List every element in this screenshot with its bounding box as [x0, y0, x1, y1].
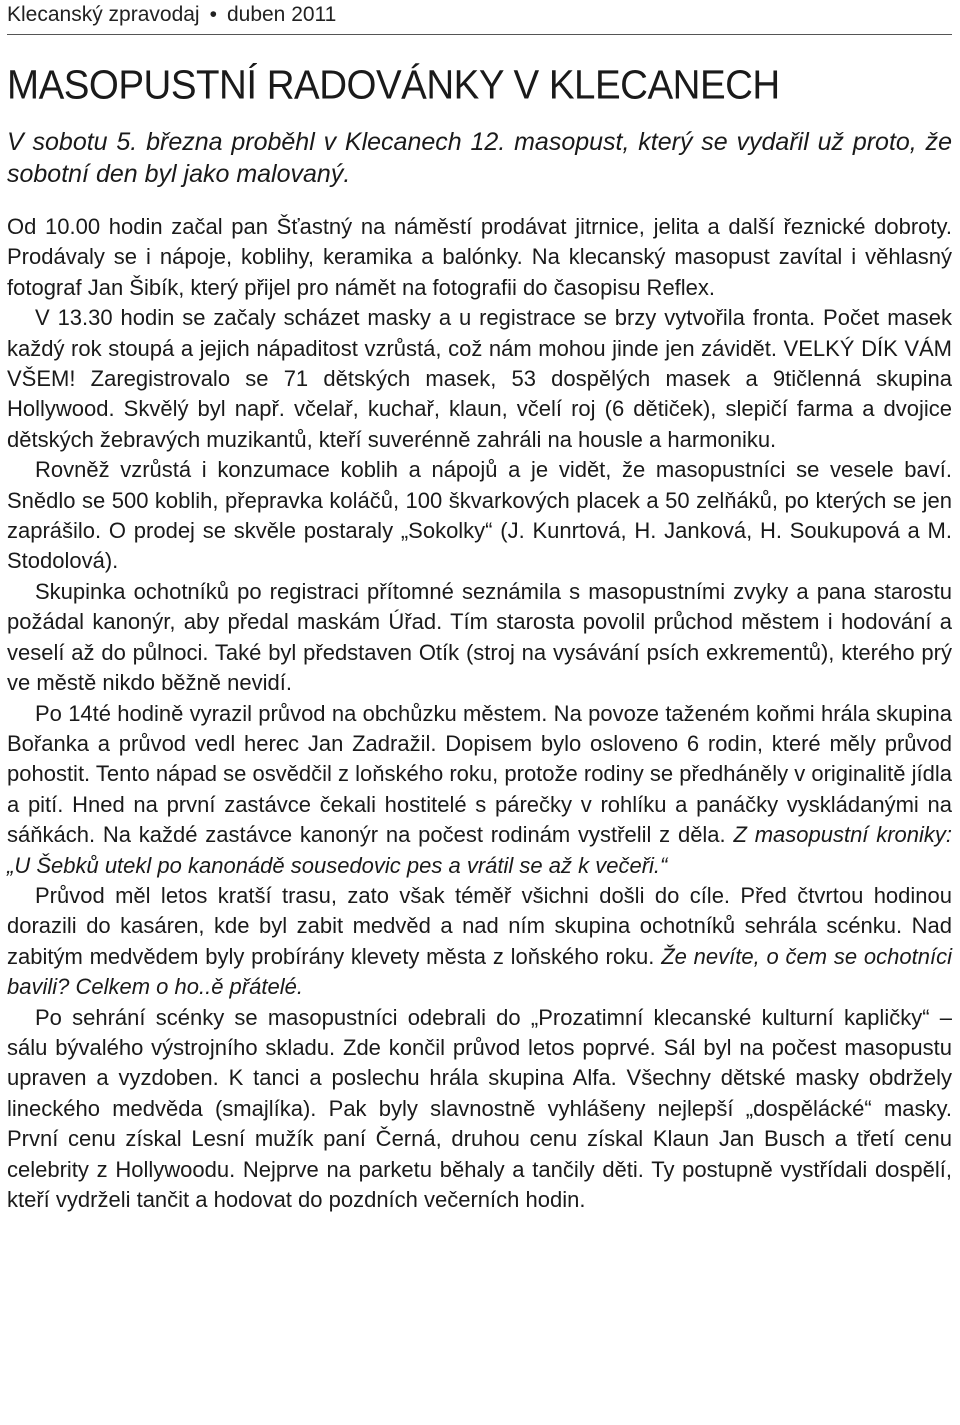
- article-lead: V sobotu 5. března proběhl v Klecanech 12. masopust, který se vydařil už proto, že sobotní den byl jako malovaný.: [7, 128, 952, 188]
- chronicle-quote: Z masopustní kroniky: „U Šebků utekl po kanonádě sousedovic pes a vrátil se až k večeři.“: [7, 822, 953, 878]
- running-header: [7, 0, 952, 35]
- paragraph-3: Rovněž vzrůstá i konzumace koblih a nápojů a je vidět, že masopustníci se vesele baví. Snědlo se 500 koblih, přepravka koláčů, 100 škvarkových placek a 50 zelňáků, po kterých se jen zaprášilo. O prodej se skvěle postaraly „Sokolky“ (J. Kunrtová, H. Janková, H. Soukupová a M. Stodolová).: [7, 457, 952, 574]
- paragraph-5-text: Po 14té hodině vyrazil průvod na obchůzku městem. Na povoze taženém koňmi hrála skupina Bořanka a průvod vedl herec Jan Zadražil. Dopisem bylo osloveno 6 rodin, které měly průvod pohostit. Tento nápad se osvědčil z loňského roku, protože rodiny se předháněly v originalitě jídla a pití. Hned na první zastávce čekali hostitelé s párečky v rohlíku a panáčky vyskládanými na sáňkách. Na každé zastávce kanonýr na počest rodinám vystřelil z děla.: [7, 700, 952, 848]
- issue-date: duben 2011: [226, 3, 337, 26]
- paragraph-6: [7, 881, 952, 1003]
- paragraph-5: [7, 699, 952, 881]
- paragraph-2: V 13.30 hodin se začaly scházet masky a u registrace se brzy vytvořila fronta. Počet masek každý rok stoupá a jejich nápaditost vzrůstá, což nám mohou jinde jen závidět. VELKÝ DÍK VÁM VŠEM! Zaregistrovalo se 71 dětských masek, 53 dospělých masek a 9tičlenná skupina Hollywood. Skvělý byl např. včelař, kuchař, klaun, včelí roj (6 dětiček), slepičí farma a dvojice dětských žebravých muzikantů, kteří suverénně zahráli na housle a harmoniku.: [7, 305, 952, 452]
- paragraph-7: Po sehrání scénky se masopustníci odebrali do „Prozatimní klecanské kulturní kapličky“ – sálu bývalého výstrojního skladu. Zde končil průvod letos poprvé. Sál byl na počest masopustu upraven a vyzdoben. K tanci a poslechu hrála skupina Alfa. Všechny dětské masky obdržely lineckého medvěda (smajlíka). Pak byly slavnostně vyhlášeny nejlepší „dospělácké“ masky. První cenu získal Lesní mužík paní Černá, druhou cenu získal Klaun Jan Busch a třetí cenu celebrity z Hollywoodu. Nejprve na parketu běhaly a tančily děti. Ty postupně vystřídali dospělí, kteří vydrželi tančit a hodovat do pozdních večerních hodin.: [7, 1004, 952, 1212]
- header-separator: •: [209, 3, 217, 26]
- paragraph-6-text: Průvod měl letos kratší trasu, zato však téměř všichni došli do cíle. Před čtvrtou hodinou dorazili do kasáren, kde byl zabit medvěd a nad ním skupina ochotníků sehrála scénku. Nad zabitým medvědem byly probírány klevety města z loňského roku.: [7, 882, 952, 969]
- article-body: [7, 212, 952, 1215]
- paragraph-6-italic: Že nevíte, o čem se ochotníci bavili? Celkem o ho..ě přátelé.: [7, 943, 952, 1000]
- paragraph-4: Skupinka ochotníků po registraci přítomné seznámila s masopustními zvyky a pana starostu požádal kanonýr, aby předal maskám Úřad. Tím starosta povolil průchod městem i hodování a veselí až do půlnoci. Také byl představen Otík (stroj na vysávání psích exkrementů), kterého prý ve městě nikdo běžně nevidí.: [7, 578, 952, 696]
- publication-name: Klecanský zpravodaj: [7, 3, 200, 26]
- article-title: MASOPUSTNÍ RADOVÁNKY V KLECANECH: [7, 63, 780, 109]
- paragraph-1: Od 10.00 hodin začal pan Šťastný na náměstí prodávat jitrnice, jelita a další řeznické dobroty. Prodávaly se i nápoje, koblihy, keramika a balónky. Na klecanský masopust zavítal i věhlasný fotograf Jan Šibík, který přijel pro námět na fotografii do časopisu Reflex.: [7, 214, 952, 300]
